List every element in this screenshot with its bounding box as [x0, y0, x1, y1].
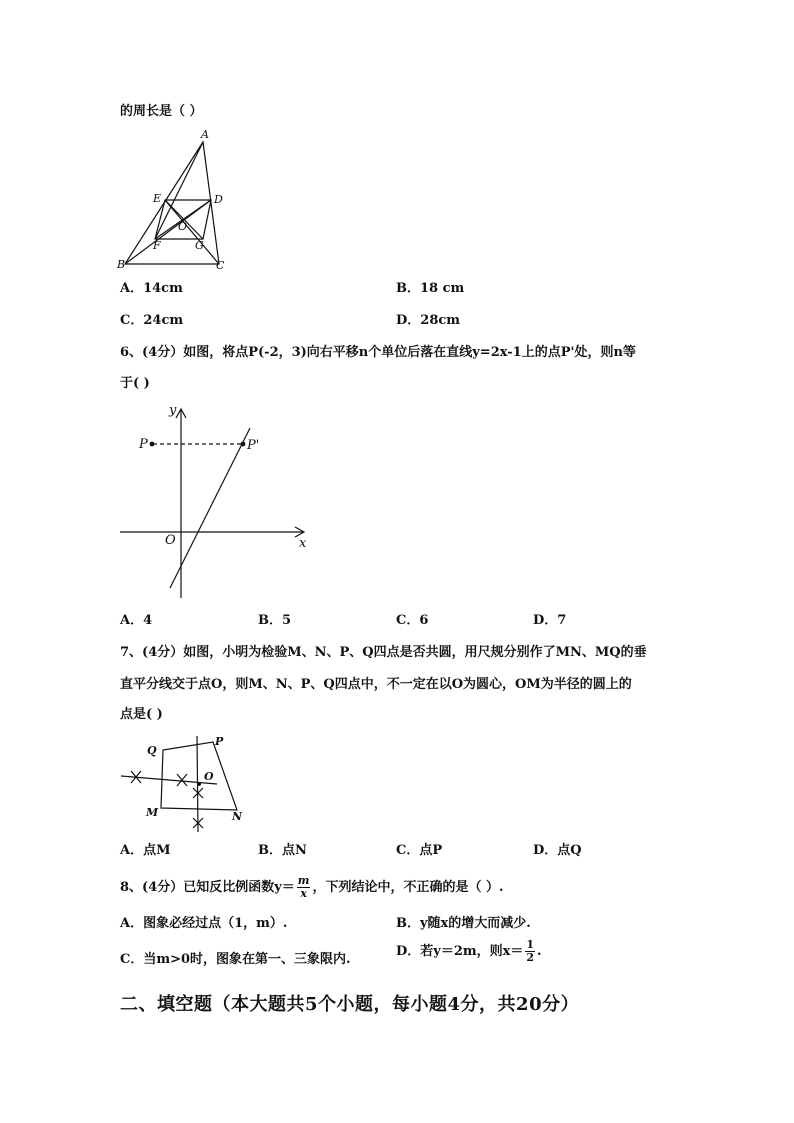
label-d: D: [214, 193, 223, 206]
q8-option-c[interactable]: C．当m>0时，图象在第一、三象限内.: [120, 952, 351, 967]
q7-stem-line2: 直平分线交于点O，则M、N、P、Q四点中，不一定在以O为圆心，OM为半径的圆上的: [120, 677, 632, 692]
q8-fraction-m-over-x: [297, 875, 311, 900]
section-heading-fill-in: 二、填空题（本大题共5个小题，每小题4分，共20分）: [120, 994, 580, 1015]
q7-option-b[interactable]: B．点N: [258, 843, 307, 858]
label-g: G: [195, 239, 204, 252]
q7-stem-line3: 点是( ): [120, 707, 163, 722]
q8-stem: [120, 874, 504, 902]
label-p: P: [139, 437, 148, 452]
q8-option-a[interactable]: A．图象必经过点（1，m）.: [120, 916, 288, 931]
q7-stem-line1: 7、(4分）如图，小明为检验M、N、P、Q四点是否共圆，用尺规分别作了MN、MQ的垂: [120, 645, 647, 660]
label-e: E: [153, 192, 162, 205]
q8-stem-after: ，下列结论中，不正确的是（ ）.: [312, 880, 504, 895]
q5-option-c[interactable]: C．24cm: [120, 313, 184, 328]
label-o: O: [178, 220, 188, 233]
q8-frac-numerator: m: [297, 874, 310, 887]
q8-option-d-before: D．若y＝2m，则x＝: [396, 944, 524, 959]
q6-stem-line1: 6、(4分）如图，将点P(-2，3)向右平移n个单位后落在直线y=2x-1上的点P'处，则n等: [120, 345, 636, 360]
q8-option-d[interactable]: [396, 938, 542, 966]
q8-frac-denominator: x: [300, 887, 307, 900]
q7-option-a[interactable]: A．点M: [120, 843, 171, 858]
label-p: P: [215, 735, 224, 748]
label-x: x: [299, 536, 307, 551]
q8-option-b[interactable]: B．y随x的增大而减少.: [396, 916, 531, 931]
label-o: O: [204, 770, 214, 783]
label-q: Q: [147, 744, 157, 757]
label-a: A: [201, 128, 209, 141]
q8-option-d-fraction: [525, 939, 535, 964]
q6-coordinate-figure: [115, 400, 315, 604]
label-origin: O: [165, 533, 176, 548]
point-o: [197, 782, 201, 786]
q8-stem-before: 8、(4分）已知反比例函数y＝: [120, 880, 295, 895]
label-c: C: [216, 259, 225, 272]
q6-stem-line2: 于( ): [120, 376, 150, 391]
point-p-prime: [241, 442, 246, 447]
line-y-2x-1: [170, 428, 250, 588]
triangle-abc: [125, 142, 219, 264]
q7-quadrilateral-figure: [115, 732, 255, 836]
label-f: F: [153, 239, 161, 252]
label-n: N: [232, 810, 243, 823]
q7-option-d[interactable]: D．点Q: [533, 843, 582, 858]
q6-option-c[interactable]: C．6: [396, 613, 429, 628]
q8-option-d-numerator: 1: [526, 938, 535, 951]
q6-option-d[interactable]: D．7: [533, 613, 567, 628]
quadrilateral-qpnm: [161, 742, 237, 810]
q8-option-d-denominator: 2: [526, 951, 535, 964]
q6-option-a[interactable]: A．4: [120, 613, 153, 628]
label-m: M: [146, 806, 159, 819]
q5-option-a[interactable]: A．14cm: [120, 281, 183, 296]
label-p-prime: P': [247, 438, 260, 453]
segment-ce: [165, 200, 219, 264]
q5-option-d[interactable]: D．28cm: [396, 313, 461, 328]
q5-option-b[interactable]: B．18 cm: [396, 281, 465, 296]
label-b: B: [117, 258, 126, 271]
q5-triangle-figure: [115, 128, 235, 270]
point-p: [150, 442, 155, 447]
q8-option-d-after: .: [537, 944, 542, 959]
q5-stem-tail: 的周长是（ ）: [120, 104, 203, 119]
label-y: y: [169, 403, 177, 418]
q6-option-b[interactable]: B．5: [258, 613, 292, 628]
q7-option-c[interactable]: C．点P: [396, 843, 443, 858]
